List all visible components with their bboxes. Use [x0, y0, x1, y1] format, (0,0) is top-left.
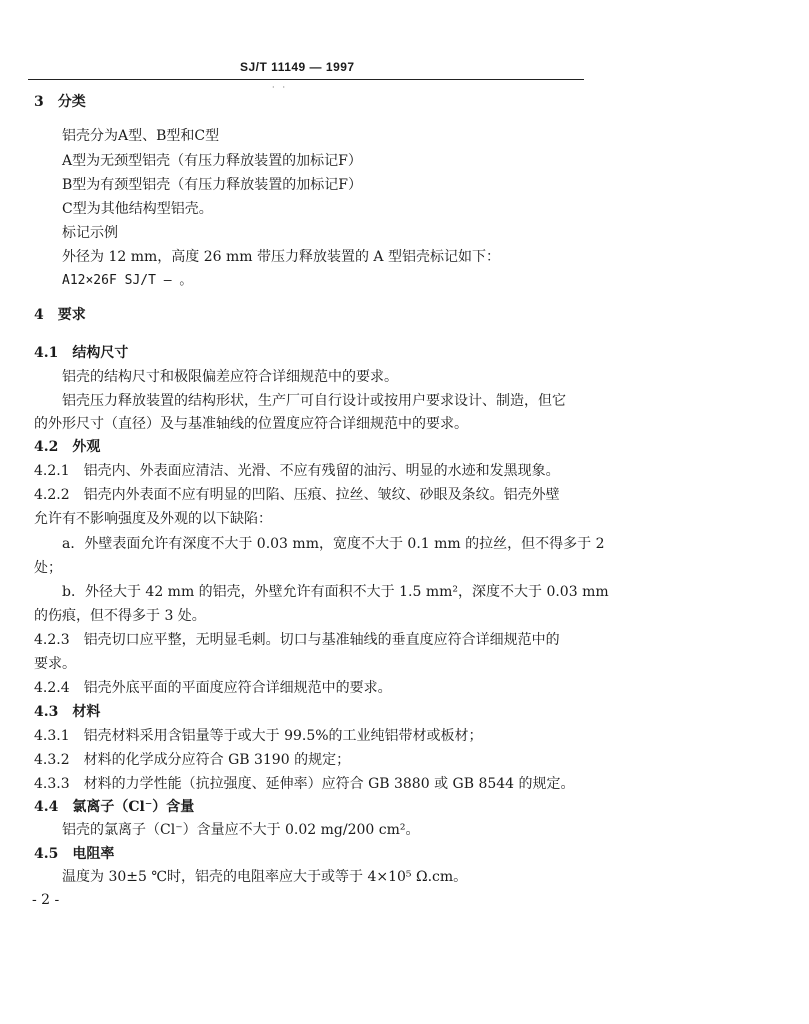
clause-4-3-2: 4.3.2 材料的化学成分应符合 GB 3190 的规定； — [34, 752, 351, 768]
section-4-3-heading: 4.3 材料 — [34, 704, 101, 720]
clause-4-2-2: 4.2.2 铝壳内外表面不应有明显的凹陷、压痕、拉丝、皱纹、砂眼及条纹。铝壳外壁 — [34, 487, 560, 503]
section-4-heading: 4 要求 — [34, 307, 86, 323]
section-3-heading: 3 分类 — [34, 94, 86, 110]
header-rule — [28, 79, 584, 80]
paragraph-line: A型为无颈型铝壳（有压力释放装置的加标记F） — [62, 153, 362, 169]
paragraph-line: C型为其他结构型铝壳。 — [62, 201, 213, 217]
clause-4-2-4: 4.2.4 铝壳外底平面的平面度应符合详细规范中的要求。 — [34, 680, 392, 696]
marking-example: A12×26F SJ/T — 。 — [62, 273, 193, 288]
paragraph-line: B型为有颈型铝壳（有压力释放装置的加标记F） — [62, 177, 363, 193]
paragraph-line: 允许有不影响强度及外观的以下缺陷： — [34, 511, 272, 527]
clause-4-2-1: 4.2.1 铝壳内、外表面应清洁、光滑、不应有残留的油污、明显的水迹和发黑现象。 — [34, 463, 560, 479]
paragraph-line: 的伤痕，但不得多于 3 处。 — [34, 608, 206, 624]
paragraph-line: 的外形尺寸（直径）及与基准轴线的位置度应符合详细规范中的要求。 — [34, 416, 468, 432]
clause-4-3-1: 4.3.1 铝壳材料采用含铝量等于或大于 99.5%的工业纯铝带材或板材； — [34, 728, 483, 744]
list-item-b: b．外径大于 42 mm 的铝壳，外壁允许有面积不大于 1.5 mm²，深度不大于 0.03 mm — [62, 584, 609, 600]
paragraph-line: 铝壳压力释放装置的结构形状，生产厂可自行设计或按用户要求设计、制造，但它 — [62, 393, 566, 409]
clause-4-3-3: 4.3.3 材料的力学性能（抗拉强度、延伸率）应符合 GB 3880 或 GB 8544 的规定。 — [34, 776, 575, 792]
paragraph-line: 标记示例 — [62, 225, 118, 241]
section-4-2-heading: 4.2 外观 — [34, 439, 101, 455]
paragraph-line: 要求。 — [34, 656, 76, 672]
paragraph-line: 铝壳的结构尺寸和极限偏差应符合详细规范中的要求。 — [62, 369, 398, 385]
section-4-4-heading: 4.4 氯离子（Cl⁻）含量 — [34, 799, 195, 815]
paragraph-line: 铝壳分为A型、B型和C型 — [62, 128, 220, 144]
page-number: - 2 - — [32, 892, 60, 908]
paragraph-line: 外径为 12 mm，高度 26 mm 带压力释放装置的 A 型铝壳标记如下： — [62, 249, 500, 265]
paragraph-line: 温度为 30±5 ℃时，铝壳的电阻率应大于或等于 4×10⁵ Ω.cm。 — [62, 869, 468, 885]
paragraph-line: 铝壳的氯离子（Cl⁻）含量应不大于 0.02 mg/200 cm²。 — [62, 822, 420, 838]
list-item-a: a．外壁表面允许有深度不大于 0.03 mm，宽度不大于 0.1 mm 的拉丝，但不得多于 2 — [62, 536, 605, 552]
header-rule-marks: · · — [272, 83, 286, 92]
clause-4-2-3: 4.2.3 铝壳切口应平整，无明显毛刺。切口与基准轴线的垂直度应符合详细规范中的 — [34, 632, 560, 648]
standard-code-header: SJ/T 11149 — 1997 — [240, 60, 355, 74]
section-4-5-heading: 4.5 电阻率 — [34, 846, 115, 862]
section-4-1-heading: 4.1 结构尺寸 — [34, 345, 129, 361]
paragraph-line: 处； — [34, 560, 62, 576]
